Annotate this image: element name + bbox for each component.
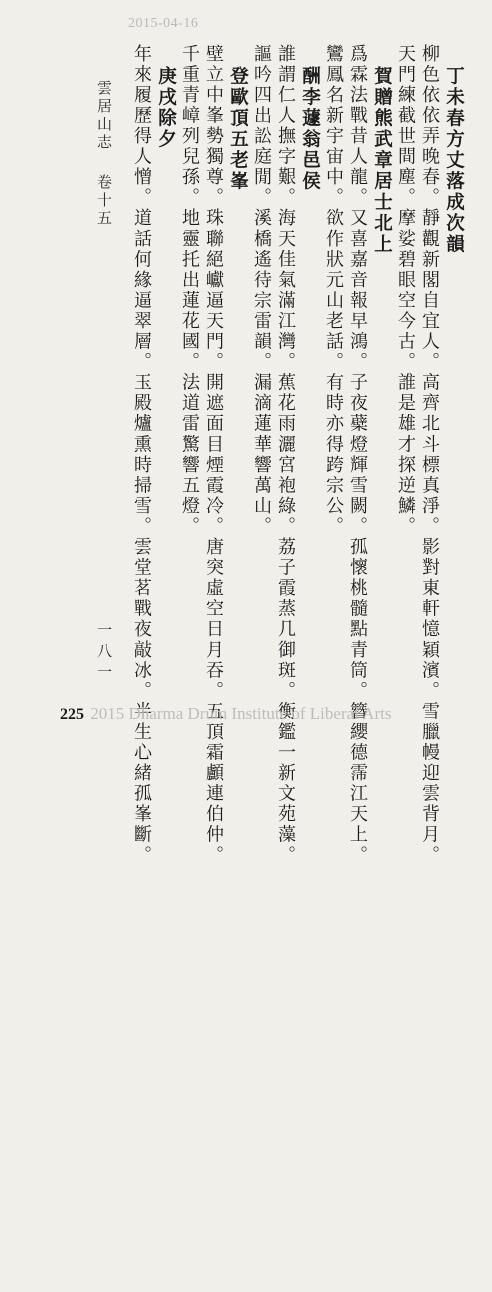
footer-watermark <box>60 704 391 724</box>
margin-folio: 一八一 <box>95 622 113 685</box>
margin-volume: 卷十五 <box>95 174 113 228</box>
text-column-5: 爲霖法戰昔人龍。又喜嘉音報早鴻。子夜蘗燈輝雪闕。孤懷桃髓點青筒。簪纓德霈江天上。 <box>347 44 368 866</box>
text-column-14: 年來履歷得人憎。道話何緣逼翠層。玉殿爐熏時掃雪。雲堂茗戰夜敲冰。半生心緒孤峯斷。 <box>131 44 152 866</box>
poem-title-3: 酬李蘧翁邑侯 <box>299 66 321 193</box>
text-column-6: 鸞鳳名新宇宙中。欲作狀元山老話。有時亦得跨宗公。 <box>323 44 344 538</box>
date-watermark: 2015-04-16 <box>128 16 199 31</box>
text-column-9: 謳吟四出訟庭閒。溪橋遙待宗雷韻。漏滴蓮華響萬山。 <box>251 44 272 538</box>
poem-title-5: 庚戌除夕 <box>155 66 177 151</box>
text-column-11: 壁立中峯勢獨尊。珠聯絕巘逼天門。開遮面目煙霞冷。唐突虛空日月吞。五頂霜顱連伯仲。 <box>203 44 224 866</box>
page-number: 225 <box>60 706 84 723</box>
text-column-3: 天門練截世間塵。摩娑碧眼空今古。誰是雄才探逆鱗。 <box>395 44 416 538</box>
margin-book-title: 雲居山志 <box>95 80 113 152</box>
text-column-12: 千重青嶂列兒孫。地靈托出蓮花國。法道雷驚響五燈。 <box>179 44 200 538</box>
text-column-8: 誰謂仁人撫字艱。海天佳氣滿江灣。蕉花雨灑宮袍綠。荔子霞蒸几御斑。衡鑑一新文苑藻。 <box>275 44 296 866</box>
text-column-2: 柳色依依弄晚春。靜觀新閣自宜人。高齊北斗標真淨。影對東軒憶穎濱。雪臘幔迎雲背月。 <box>419 44 440 866</box>
poem-title-2: 賀贈熊武章居士北上 <box>371 66 393 256</box>
poem-title-4: 登歐頂五老峯 <box>227 66 249 193</box>
poem-title-1: 丁未春方丈落成次韻 <box>443 66 465 256</box>
institute-watermark: 2015 Dharma Drum Institute of Liberal Arts <box>90 704 392 723</box>
